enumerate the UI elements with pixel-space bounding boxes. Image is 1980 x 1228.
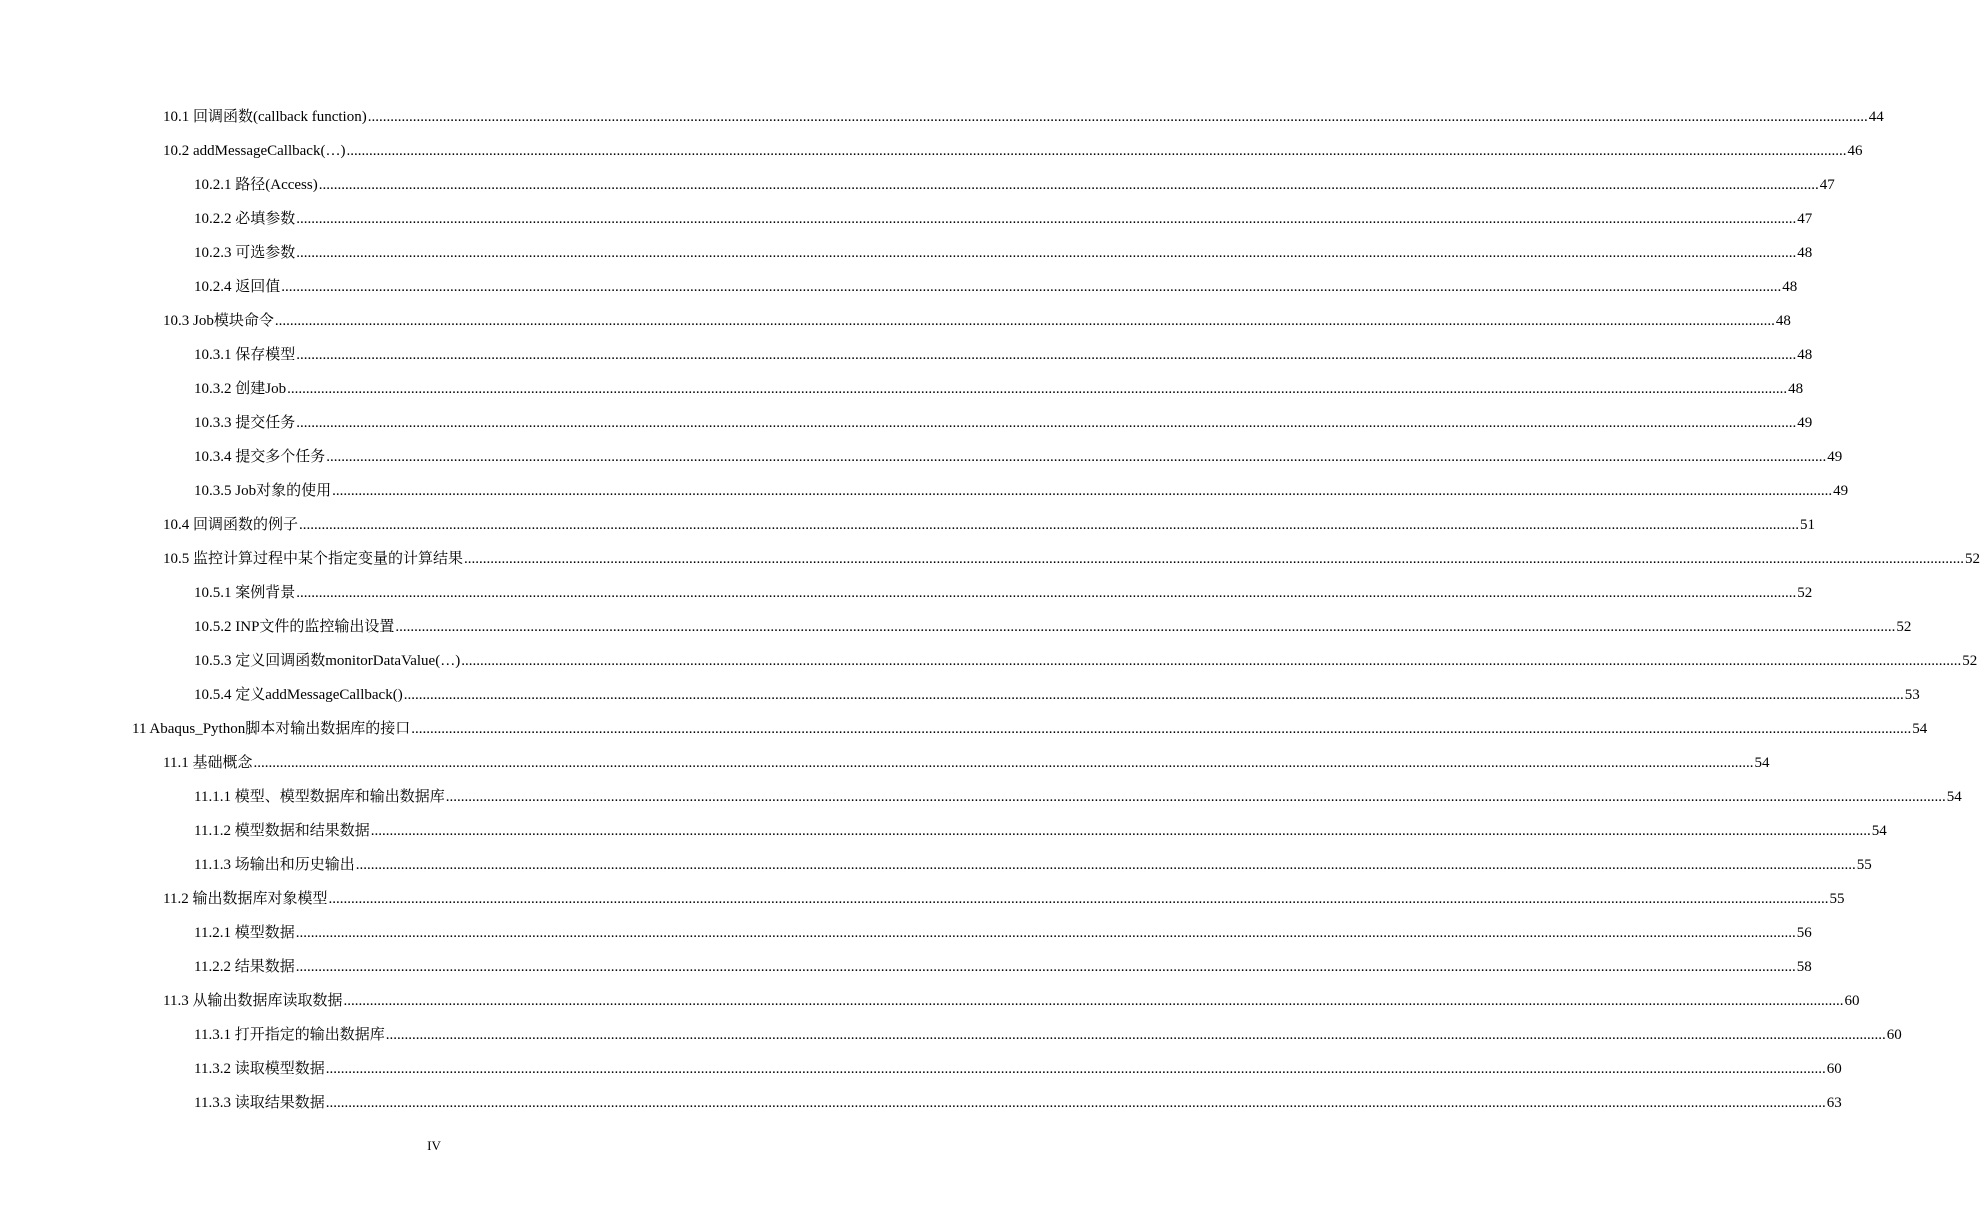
toc-entry[interactable] bbox=[0, 1086, 1842, 1120]
toc-entry[interactable] bbox=[0, 1052, 1842, 1086]
toc-leader-dots: ................................................................................................................................................................................................................................................................................................................................................................................................................ bbox=[328, 891, 1829, 907]
toc-entry-title: 11.1.2 模型数据和结果数据 bbox=[194, 823, 370, 839]
toc-entry-page: 52 bbox=[1962, 653, 1978, 669]
toc-leader-dots: ................................................................................................................................................................................................................................................................................................................................................................................................................ bbox=[355, 857, 1856, 873]
toc-entry[interactable] bbox=[0, 950, 1812, 984]
toc-entry-title: 10.3.4 提交多个任务 bbox=[194, 449, 326, 465]
toc-entry-title: 10.4 回调函数的例子 bbox=[163, 517, 299, 533]
toc-entry-page: 49 bbox=[1827, 449, 1843, 465]
toc-entry-title: 11.3.3 读取结果数据 bbox=[194, 1095, 325, 1111]
toc-entry-title: 10.3.2 创建Job bbox=[194, 381, 287, 397]
toc-entry-title: 10.3.3 提交任务 bbox=[194, 415, 296, 431]
toc-entry-page: 48 bbox=[1788, 381, 1804, 397]
toc-leader-dots: ................................................................................................................................................................................................................................................................................................................................................................................................................ bbox=[296, 211, 1797, 227]
toc-entry-page: 48 bbox=[1797, 245, 1813, 261]
toc-entry[interactable] bbox=[0, 304, 1791, 338]
toc-leader-dots: ................................................................................................................................................................................................................................................................................................................................................................................................................ bbox=[464, 551, 1965, 567]
toc-entry-page: 54 bbox=[1946, 789, 1962, 805]
toc-leader-dots: ................................................................................................................................................................................................................................................................................................................................................................................................................ bbox=[326, 449, 1827, 465]
toc-leader-dots: ................................................................................................................................................................................................................................................................................................................................................................................................................ bbox=[295, 925, 1796, 941]
toc-leader-dots: ................................................................................................................................................................................................................................................................................................................................................................................................................ bbox=[253, 755, 1754, 771]
toc-entry-page: 52 bbox=[1896, 619, 1912, 635]
toc-entry[interactable] bbox=[0, 746, 1770, 780]
toc-leader-dots: ................................................................................................................................................................................................................................................................................................................................................................................................................ bbox=[332, 483, 1833, 499]
toc-leader-dots: ................................................................................................................................................................................................................................................................................................................................................................................................................ bbox=[318, 177, 1819, 193]
toc-entry-title: 10.2.4 返回值 bbox=[194, 279, 281, 295]
toc-entry-title: 10.5.2 INP文件的监控输出设置 bbox=[194, 619, 395, 635]
toc-entry-page: 60 bbox=[1886, 1027, 1902, 1043]
toc-entry-page: 49 bbox=[1833, 483, 1849, 499]
toc-leader-dots: ................................................................................................................................................................................................................................................................................................................................................................................................................ bbox=[296, 245, 1797, 261]
toc-entry[interactable] bbox=[0, 1018, 1902, 1052]
toc-entry[interactable] bbox=[0, 542, 1980, 576]
table-of-contents bbox=[0, 100, 1980, 1120]
toc-entry[interactable] bbox=[0, 100, 1884, 134]
toc-entry[interactable] bbox=[0, 134, 1863, 168]
toc-entry-title: 10.2.2 必填参数 bbox=[194, 211, 296, 227]
toc-entry[interactable] bbox=[0, 168, 1835, 202]
toc-entry-page: 60 bbox=[1826, 1061, 1842, 1077]
toc-entry-title: 11.3 从输出数据库读取数据 bbox=[163, 993, 343, 1009]
toc-leader-dots: ................................................................................................................................................................................................................................................................................................................................................................................................................ bbox=[299, 517, 1800, 533]
toc-entry-title: 11.3.1 打开指定的输出数据库 bbox=[194, 1027, 385, 1043]
toc-entry[interactable] bbox=[0, 610, 1912, 644]
toc-leader-dots: ................................................................................................................................................................................................................................................................................................................................................................................................................ bbox=[296, 347, 1797, 363]
toc-entry-page: 52 bbox=[1965, 551, 1980, 567]
toc-leader-dots: ................................................................................................................................................................................................................................................................................................................................................................................................................ bbox=[461, 653, 1962, 669]
toc-entry-page: 53 bbox=[1904, 687, 1920, 703]
toc-entry-title: 11.2.1 模型数据 bbox=[194, 925, 295, 941]
toc-entry-title: 10.2.1 路径(Access) bbox=[194, 177, 318, 193]
toc-entry-title: 10.5.4 定义addMessageCallback() bbox=[194, 687, 403, 703]
toc-leader-dots: ................................................................................................................................................................................................................................................................................................................................................................................................................ bbox=[287, 381, 1788, 397]
toc-entry-page: 54 bbox=[1871, 823, 1887, 839]
toc-entry-title: 11.2.2 结果数据 bbox=[194, 959, 295, 975]
toc-entry[interactable] bbox=[0, 984, 1860, 1018]
toc-entry-page: 44 bbox=[1868, 109, 1884, 125]
toc-leader-dots: ................................................................................................................................................................................................................................................................................................................................................................................................................ bbox=[296, 585, 1797, 601]
toc-entry[interactable] bbox=[0, 406, 1813, 440]
toc-entry-title: 11.1.1 模型、模型数据库和输出数据库 bbox=[194, 789, 445, 805]
toc-entry-title: 10.3.5 Job对象的使用 bbox=[194, 483, 332, 499]
toc-entry-page: 48 bbox=[1797, 347, 1813, 363]
toc-leader-dots: ................................................................................................................................................................................................................................................................................................................................................................................................................ bbox=[281, 279, 1782, 295]
toc-entry-title: 11.3.2 读取模型数据 bbox=[194, 1061, 325, 1077]
toc-entry-title: 10.5 监控计算过程中某个指定变量的计算结果 bbox=[163, 551, 464, 567]
toc-entry[interactable] bbox=[0, 508, 1816, 542]
toc-leader-dots: ................................................................................................................................................................................................................................................................................................................................................................................................................ bbox=[343, 993, 1844, 1009]
toc-entry-title: 11.2 输出数据库对象模型 bbox=[163, 891, 328, 907]
toc-leader-dots: ................................................................................................................................................................................................................................................................................................................................................................................................................ bbox=[411, 721, 1912, 737]
toc-entry-page: 47 bbox=[1819, 177, 1835, 193]
toc-entry-title: 10.3.1 保存模型 bbox=[194, 347, 296, 363]
toc-entry-page: 51 bbox=[1800, 517, 1816, 533]
toc-leader-dots: ................................................................................................................................................................................................................................................................................................................................................................................................................ bbox=[403, 687, 1904, 703]
toc-entry[interactable] bbox=[0, 236, 1813, 270]
toc-entry[interactable] bbox=[0, 440, 1843, 474]
toc-entry-title: 10.2.3 可选参数 bbox=[194, 245, 296, 261]
toc-entry-title: 10.2 addMessageCallback(…) bbox=[163, 143, 346, 159]
toc-entry[interactable] bbox=[0, 712, 1928, 746]
toc-entry-page: 55 bbox=[1829, 891, 1845, 907]
toc-entry-title: 10.3 Job模块命令 bbox=[163, 313, 274, 329]
toc-entry[interactable] bbox=[0, 678, 1920, 712]
toc-entry-page: 56 bbox=[1796, 925, 1812, 941]
toc-entry-page: 49 bbox=[1797, 415, 1813, 431]
toc-entry[interactable] bbox=[0, 338, 1813, 372]
toc-entry-page: 54 bbox=[1912, 721, 1928, 737]
toc-leader-dots: ................................................................................................................................................................................................................................................................................................................................................................................................................ bbox=[296, 415, 1797, 431]
toc-entry-title: 11.1.3 场输出和历史输出 bbox=[194, 857, 355, 873]
toc-entry-page: 60 bbox=[1844, 993, 1860, 1009]
toc-entry-title: 10.5.3 定义回调函数monitorDataValue(…) bbox=[194, 653, 461, 669]
toc-leader-dots: ................................................................................................................................................................................................................................................................................................................................................................................................................ bbox=[295, 959, 1796, 975]
toc-entry-page: 54 bbox=[1754, 755, 1770, 771]
toc-leader-dots: ................................................................................................................................................................................................................................................................................................................................................................................................................ bbox=[370, 823, 1871, 839]
toc-entry-page: 48 bbox=[1775, 313, 1791, 329]
toc-entry[interactable] bbox=[0, 916, 1812, 950]
toc-leader-dots: ................................................................................................................................................................................................................................................................................................................................................................................................................ bbox=[325, 1061, 1826, 1077]
toc-entry[interactable] bbox=[0, 270, 1798, 304]
toc-entry[interactable] bbox=[0, 644, 1978, 678]
toc-entry-title: 10.1 回调函数(callback function) bbox=[163, 109, 367, 125]
page-number: IV bbox=[427, 1138, 441, 1153]
toc-entry[interactable] bbox=[0, 814, 1887, 848]
toc-entry[interactable] bbox=[0, 780, 1962, 814]
toc-leader-dots: ................................................................................................................................................................................................................................................................................................................................................................................................................ bbox=[325, 1095, 1826, 1111]
toc-entry-page: 47 bbox=[1797, 211, 1813, 227]
toc-entry-page: 48 bbox=[1782, 279, 1798, 295]
toc-entry[interactable] bbox=[0, 202, 1813, 236]
toc-entry-page: 58 bbox=[1796, 959, 1812, 975]
toc-leader-dots: ................................................................................................................................................................................................................................................................................................................................................................................................................ bbox=[274, 313, 1775, 329]
toc-entry-title: 10.5.1 案例背景 bbox=[194, 585, 296, 601]
toc-entry-page: 46 bbox=[1847, 143, 1863, 159]
toc-entry[interactable] bbox=[0, 848, 1872, 882]
toc-leader-dots: ................................................................................................................................................................................................................................................................................................................................................................................................................ bbox=[385, 1027, 1886, 1043]
toc-leader-dots: ................................................................................................................................................................................................................................................................................................................................................................................................................ bbox=[346, 143, 1847, 159]
toc-entry-page: 52 bbox=[1797, 585, 1813, 601]
toc-leader-dots: ................................................................................................................................................................................................................................................................................................................................................................................................................ bbox=[367, 109, 1868, 125]
toc-leader-dots: ................................................................................................................................................................................................................................................................................................................................................................................................................ bbox=[395, 619, 1896, 635]
toc-entry[interactable] bbox=[0, 372, 1804, 406]
toc-entry[interactable] bbox=[0, 474, 1849, 508]
toc-entry[interactable] bbox=[0, 576, 1813, 610]
toc-entry-page: 63 bbox=[1826, 1095, 1842, 1111]
toc-leader-dots: ................................................................................................................................................................................................................................................................................................................................................................................................................ bbox=[445, 789, 1946, 805]
toc-entry-title: 11 Abaqus_Python脚本对输出数据库的接口 bbox=[132, 721, 411, 737]
toc-entry-title: 11.1 基础概念 bbox=[163, 755, 253, 771]
toc-entry-page: 55 bbox=[1856, 857, 1872, 873]
toc-entry[interactable] bbox=[0, 882, 1845, 916]
